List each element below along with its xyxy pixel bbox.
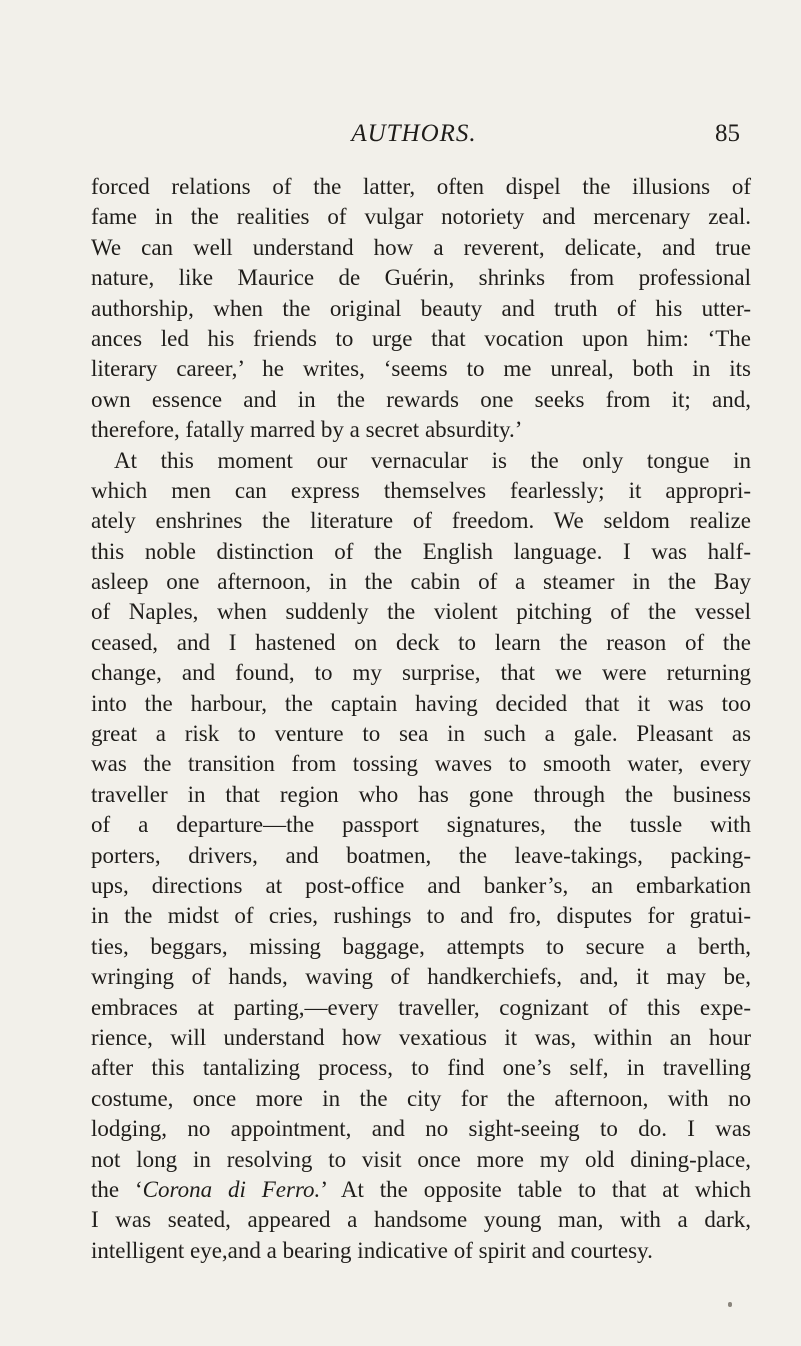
text-line: literary career,’ he writes, ‘seems to me unreal, both in its	[91, 356, 751, 382]
text-line: into the harbour, the captain having decided that it was too	[91, 690, 751, 716]
body-text	[91, 172, 751, 1266]
text-line: porters, drivers, and boatmen, the leave-takings, packing-	[91, 842, 751, 868]
text-line: change, and found, to my surprise, that we were returning	[91, 660, 751, 686]
text-line: which men can express themselves fearlessly; it appropri-	[91, 477, 751, 503]
text-line: forced relations of the latter, often dispel the illusions of	[91, 174, 751, 199]
text-line: great a risk to venture to sea in such a gale. Pleasant as	[91, 721, 751, 747]
italic-title: Corona di Ferro.	[142, 1176, 321, 1202]
text-line: I was seated, appeared a handsome young man, with a dark,	[91, 1207, 751, 1233]
text-line: fame in the realities of vulgar notoriety and mercenary zeal.	[91, 204, 751, 230]
text-line-with-title	[91, 1175, 751, 1205]
text-line: ceased, and I hastened on deck to learn the reason of the	[91, 629, 751, 655]
text-line: wringing of hands, waving of handkerchiefs, and, it may be,	[91, 964, 751, 990]
text-line: of a departure—the passport signatures, the tussle with	[91, 812, 751, 838]
text-line: lodging, no appointment, and no sight-seeing to do. I was	[91, 1116, 751, 1142]
text-line: ances led his friends to urge that vocation upon him: ‘The	[91, 325, 751, 351]
text-line: ties, beggars, missing baggage, attempts to secure a berth,	[91, 933, 751, 959]
print-speck	[728, 1302, 732, 1307]
running-head	[88, 120, 740, 160]
text-line: asleep one afternoon, in the cabin of a steamer in the Bay	[91, 569, 751, 595]
text-line: this noble distinction of the English language. I was half-	[91, 538, 751, 564]
text-fragment: ’ At the opposite table to that at which	[320, 1176, 751, 1202]
text-line: was the transition from tossing waves to smooth water, every	[91, 751, 751, 777]
text-line: We can well understand how a reverent, delicate, and true	[91, 234, 751, 260]
text-line: costume, once more in the city for the afternoon, with no	[91, 1085, 751, 1111]
text-line: intelligent eye,and a bearing indicative of spirit and courtesy.	[91, 1237, 653, 1263]
text-line: in the midst of cries, rushings to and fro, disputes for gratui-	[91, 903, 751, 929]
text-line: traveller in that region who has gone through the business	[91, 781, 751, 807]
running-title: AUTHORS.	[351, 120, 477, 147]
text-line: authorship, when the original beauty and truth of his utter-	[91, 295, 751, 321]
text-line: after this tantalizing process, to find one’s self, in travelling	[91, 1055, 751, 1081]
text-fragment: the ‘	[91, 1176, 143, 1202]
page-number: 85	[715, 120, 740, 147]
text-line: of Naples, when suddenly the violent pitching of the vessel	[91, 599, 751, 625]
text-line: own essence and in the rewards one seeks from it; and,	[91, 386, 751, 412]
text-line: not long in resolving to visit once more my old dining-place,	[91, 1146, 751, 1172]
text-line: At this moment our vernacular is the only tongue in	[114, 447, 751, 473]
text-line: nature, like Maurice de Guérin, shrinks from professional	[91, 265, 751, 291]
text-line: embraces at parting,—every traveller, cognizant of this expe-	[91, 994, 751, 1020]
text-line: ups, directions at post-office and banker’s, an embarkation	[91, 872, 751, 898]
text-line: ately enshrines the literature of freedom. We seldom realize	[91, 508, 751, 534]
text-line: therefore, fatally marred by a secret absurdity.’	[91, 417, 523, 443]
text-line: rience, will understand how vexatious it was, within an hour	[91, 1024, 751, 1050]
